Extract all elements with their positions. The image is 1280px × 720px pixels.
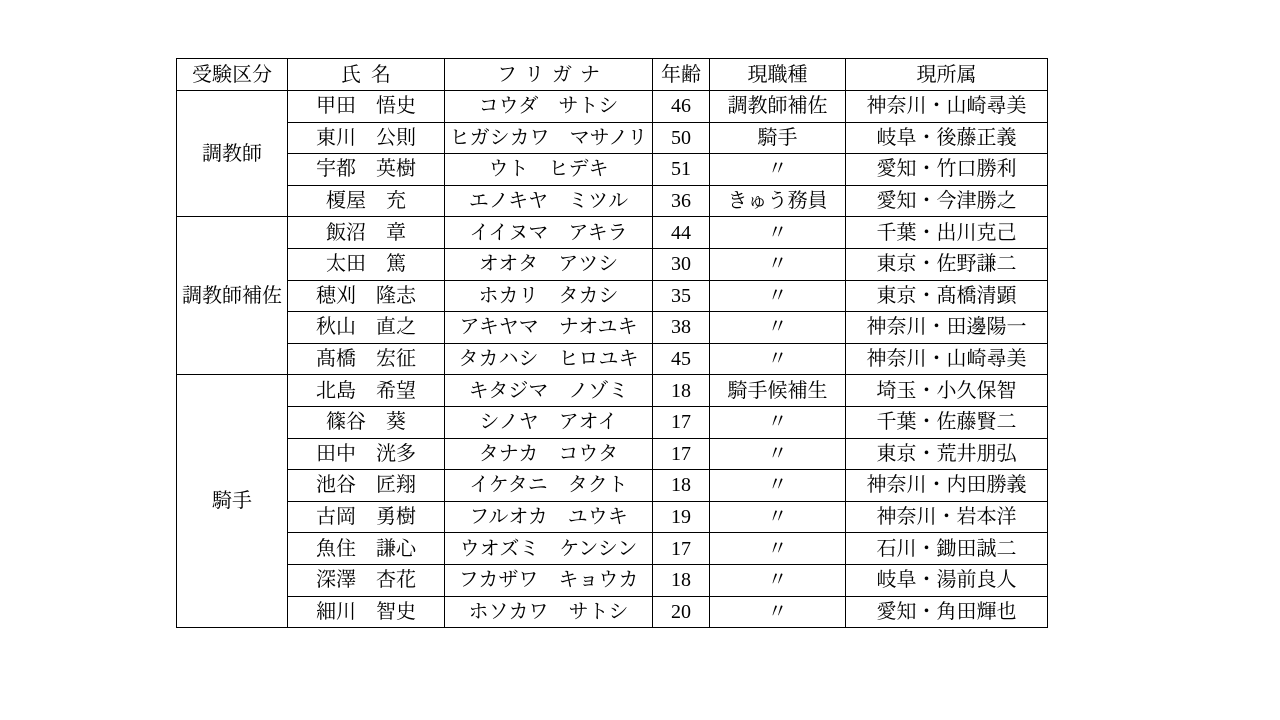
occupation-cell: 〃 [710,406,846,438]
name-cell: 宇都 英樹 [288,154,445,186]
age-cell: 17 [653,533,710,565]
name-cell: 魚住 謙心 [288,533,445,565]
occupation-cell: 〃 [710,501,846,533]
affiliation-cell: 埼玉・小久保智 [846,375,1048,407]
occupation-cell: 〃 [710,217,846,249]
name-cell: 秋山 直之 [288,312,445,344]
affiliation-cell: 東京・佐野謙二 [846,248,1048,280]
name-cell: 北島 希望 [288,375,445,407]
occupation-cell: 〃 [710,438,846,470]
table-row [177,406,1048,438]
furigana-cell: ウト ヒデキ [445,154,653,186]
furigana-cell: イイヌマ アキラ [445,217,653,249]
age-cell: 19 [653,501,710,533]
table-row [177,248,1048,280]
table-row [177,312,1048,344]
age-cell: 18 [653,375,710,407]
occupation-cell: 〃 [710,343,846,375]
age-cell: 51 [653,154,710,186]
furigana-cell: オオタ アツシ [445,248,653,280]
affiliation-cell: 石川・鋤田誠二 [846,533,1048,565]
name-cell: 東川 公則 [288,122,445,154]
name-cell: 篠谷 葵 [288,406,445,438]
table-row [177,343,1048,375]
occupation-cell: 騎手 [710,122,846,154]
header-affiliation: 現所属 [846,59,1048,91]
category-cell: 調教師補佐 [177,217,288,375]
affiliation-cell: 愛知・角田輝也 [846,596,1048,628]
table-row [177,533,1048,565]
occupation-cell: 〃 [710,564,846,596]
header-row [177,59,1048,91]
header-furigana: フリガナ [445,59,653,91]
affiliation-cell: 神奈川・岩本洋 [846,501,1048,533]
table-row [177,438,1048,470]
name-cell: 飯沼 章 [288,217,445,249]
furigana-cell: ヒガシカワ マサノリ [445,122,653,154]
furigana-cell: ホソカワ サトシ [445,596,653,628]
affiliation-cell: 東京・荒井朋弘 [846,438,1048,470]
affiliation-cell: 岐阜・後藤正義 [846,122,1048,154]
name-cell: 田中 洸多 [288,438,445,470]
age-cell: 38 [653,312,710,344]
age-cell: 18 [653,470,710,502]
name-cell: 髙橋 宏征 [288,343,445,375]
affiliation-cell: 神奈川・山崎尋美 [846,343,1048,375]
name-cell: 古岡 勇樹 [288,501,445,533]
age-cell: 36 [653,185,710,217]
table-row [177,375,1048,407]
affiliation-cell: 岐阜・湯前良人 [846,564,1048,596]
table-row [177,217,1048,249]
table-row [177,122,1048,154]
occupation-cell: きゅう務員 [710,185,846,217]
table-row [177,564,1048,596]
affiliation-cell: 愛知・竹口勝利 [846,154,1048,186]
affiliation-cell: 千葉・佐藤賢二 [846,406,1048,438]
occupation-cell: 〃 [710,280,846,312]
table-row [177,154,1048,186]
table-row [177,470,1048,502]
name-cell: 池谷 匠翔 [288,470,445,502]
name-cell: 細川 智史 [288,596,445,628]
furigana-cell: イケタニ タクト [445,470,653,502]
age-cell: 50 [653,122,710,154]
name-cell: 穂刈 隆志 [288,280,445,312]
age-cell: 20 [653,596,710,628]
name-cell: 榎屋 充 [288,185,445,217]
affiliation-cell: 愛知・今津勝之 [846,185,1048,217]
age-cell: 45 [653,343,710,375]
header-age: 年齢 [653,59,710,91]
occupation-cell: 〃 [710,596,846,628]
furigana-cell: キタジマ ノゾミ [445,375,653,407]
occupation-cell: 〃 [710,248,846,280]
occupation-cell: 〃 [710,154,846,186]
age-cell: 17 [653,406,710,438]
occupation-cell: 〃 [710,312,846,344]
furigana-cell: タナカ コウタ [445,438,653,470]
header-name: 氏名 [288,59,445,91]
name-cell: 深澤 杏花 [288,564,445,596]
occupation-cell: 〃 [710,470,846,502]
name-cell: 甲田 悟史 [288,91,445,123]
affiliation-cell: 神奈川・田邊陽一 [846,312,1048,344]
category-cell: 騎手 [177,375,288,628]
furigana-cell: シノヤ アオイ [445,406,653,438]
furigana-cell: コウダ サトシ [445,91,653,123]
occupation-cell: 騎手候補生 [710,375,846,407]
table-row [177,91,1048,123]
category-cell: 調教師 [177,91,288,217]
affiliation-cell: 東京・髙橋清顕 [846,280,1048,312]
furigana-cell: フルオカ ユウキ [445,501,653,533]
furigana-cell: フカザワ キョウカ [445,564,653,596]
age-cell: 35 [653,280,710,312]
furigana-cell: ホカリ タカシ [445,280,653,312]
table-row [177,596,1048,628]
candidate-table [176,58,1048,628]
name-cell: 太田 篤 [288,248,445,280]
affiliation-cell: 千葉・出川克己 [846,217,1048,249]
age-cell: 44 [653,217,710,249]
candidate-table-body [177,91,1048,628]
table-row [177,280,1048,312]
age-cell: 18 [653,564,710,596]
table-row [177,185,1048,217]
header-exam-category: 受験区分 [177,59,288,91]
occupation-cell: 〃 [710,533,846,565]
furigana-cell: エノキヤ ミツル [445,185,653,217]
furigana-cell: ウオズミ ケンシン [445,533,653,565]
occupation-cell: 調教師補佐 [710,91,846,123]
age-cell: 17 [653,438,710,470]
age-cell: 30 [653,248,710,280]
furigana-cell: タカハシ ヒロユキ [445,343,653,375]
header-occupation: 現職種 [710,59,846,91]
furigana-cell: アキヤマ ナオユキ [445,312,653,344]
table-row [177,501,1048,533]
affiliation-cell: 神奈川・内田勝義 [846,470,1048,502]
affiliation-cell: 神奈川・山崎尋美 [846,91,1048,123]
age-cell: 46 [653,91,710,123]
